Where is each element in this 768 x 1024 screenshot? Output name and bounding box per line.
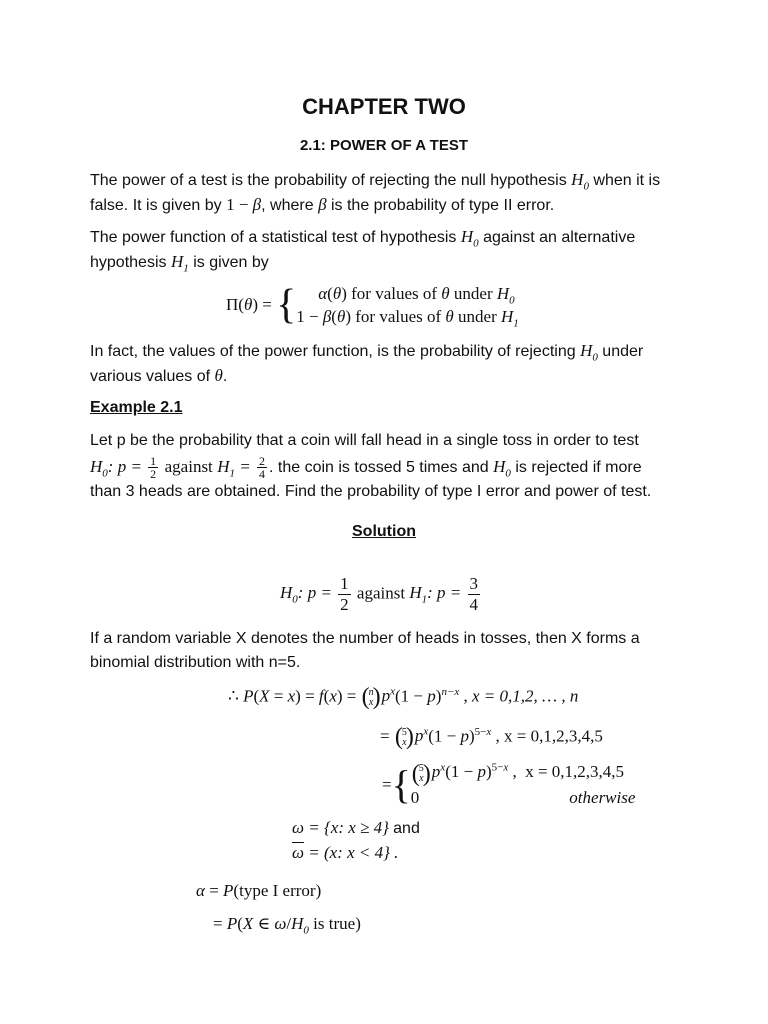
paragraph-power-definition: The power of a test is the probability of rejecting the null hypothesis $H_0$ when it is false. It is given by 1 − β, where β is the probability of type II error. bbox=[90, 170, 661, 214]
paragraph-power-values: In fact, the values of the power function, is the probability of rejecting $H_0$ under various values of θ. bbox=[90, 341, 644, 385]
pmf-line-2: = ( 5 x )$p^x(1 - p)^{5-x}$ , x = 0,1,2,3,4,5 bbox=[380, 724, 603, 750]
paragraph-power-function: The power function of a statistical test of hypothesis $H_0$ against an alternative hypothesis $H_1$ is given by bbox=[90, 227, 636, 275]
alpha-equation: α = P(type I error) = P(X ∈ $\omega/H_0$ is true) bbox=[196, 881, 361, 937]
pmf-line-1: ∴ P(X = x) = f(x) = ( n x )$p^x(1 - p)^{n-x}$ , x = 0,1,2, … , n bbox=[228, 684, 579, 710]
hypotheses-equation: $H_0$: p = $\frac{1}{2}$ against $H_1$: p = $\frac{3}{4}$ bbox=[280, 574, 478, 614]
example-question: Let p be the probability that a coin will fall head in a single toss in order to test $H_0$: p = $\frac{1}{2}$ against $H_1$ = $\frac{2}{4}$ . the coin is tossed 5 times and $H_0$ is rejected if more than 3 heads are obtained. Find the probability of type I error and power of test. bbox=[90, 432, 652, 501]
power-function-equation: Π(θ) = { α(θ) for values of θ under $H_0$ 1 − β(θ) for values of θ under $H_1$ bbox=[226, 282, 519, 330]
solution-text: If a random variable X denotes the number of heads in tosses, then X forms a binomial distribution with n=5. bbox=[90, 630, 640, 671]
chapter-title: CHAPTER TWO bbox=[302, 94, 466, 119]
omega-definitions: ω = {x: x ≥ 4} and $\overline{\omega} = (x$: x < 4} . bbox=[292, 818, 420, 862]
solution-heading: Solution bbox=[352, 523, 416, 540]
pmf-line-3: ={ ( 5 x )$p^x(1 - p)^{5-x}$ , x = 0,1,2,3,4,5 0 otherwise bbox=[382, 760, 636, 807]
example-heading: Example 2.1 bbox=[90, 399, 183, 416]
section-title: 2.1: POWER OF A TEST bbox=[299, 137, 469, 154]
